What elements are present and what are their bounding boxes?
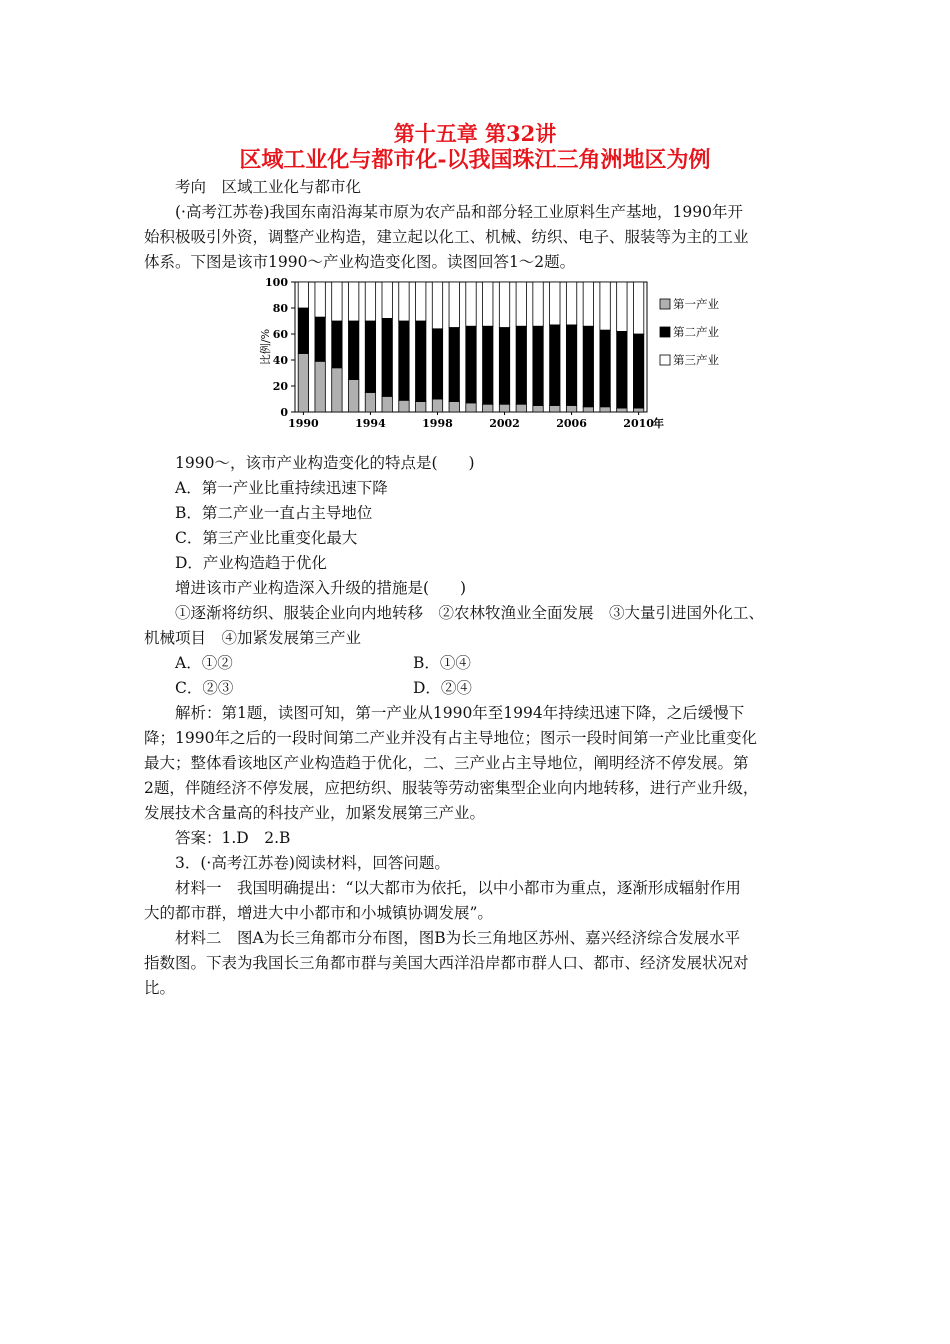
bar-segment-series-3: [633, 282, 643, 334]
y-tick-label: 60: [272, 328, 288, 341]
bar-segment-series-1: [566, 406, 576, 413]
legend-label-1: 第一产业: [673, 297, 719, 311]
bar-segment-series-1: [449, 402, 459, 412]
bar-segment-series-2: [516, 326, 526, 404]
y-tick-label: 0: [280, 406, 288, 419]
bar-segment-series-2: [315, 317, 325, 361]
bar-segment-series-2: [617, 331, 627, 408]
y-tick-label: 20: [272, 380, 288, 393]
bar-segment-series-2: [566, 325, 576, 406]
bar-segment-series-3: [416, 282, 426, 321]
legend-swatch-3: [660, 355, 670, 365]
x-axis-unit: 年: [653, 417, 664, 430]
bar-segment-series-3: [516, 282, 526, 326]
bar-segment-series-1: [499, 404, 509, 412]
explanation-line-1: 解析：第1题，读图可知，第一产业从1990年至1994年持续迅速下降，之后缓慢下: [175, 704, 745, 722]
bar-segment-series-2: [550, 325, 560, 406]
lesson-title: 区域工业化与都市化-以我国珠江三角洲地区为例: [239, 147, 711, 173]
bar-segment-series-2: [432, 329, 442, 399]
bar-segment-series-3: [617, 282, 627, 331]
chapter-title: 第十五章 第32讲: [393, 121, 557, 146]
bar-segment-series-2: [600, 330, 610, 407]
question-2: 增进该市产业构造深入升级的措施是( ): [175, 579, 467, 597]
question-3: 3．(·高考江苏卷)阅读材料，回答问题。: [175, 854, 450, 872]
bar-segment-series-2: [533, 326, 543, 405]
bar-segment-series-2: [332, 321, 342, 368]
question-1-option-c: C．第三产业比重变化最大: [175, 529, 358, 547]
question-1: 1990～，该市产业构造变化的特点是( ): [175, 454, 475, 472]
bar-segment-series-3: [432, 282, 442, 329]
legend-swatch-2: [660, 327, 670, 337]
bar-segment-series-3: [399, 282, 409, 321]
question-1-option-a: A．第一产业比重持续迅速下降: [175, 479, 388, 497]
bar-segment-series-3: [348, 282, 358, 321]
explanation-line-2: 降；1990年之后的一段时间第二产业并没有占主导地位；图示一段时间第一产业比重变化: [144, 729, 757, 747]
bar-segment-series-1: [633, 408, 643, 412]
bar-segment-series-3: [382, 282, 392, 318]
question-2-option-a: A．①②: [175, 654, 233, 672]
y-tick-label: 100: [265, 276, 288, 289]
bar-segment-series-2: [466, 326, 476, 403]
bar-segment-series-3: [449, 282, 459, 328]
bar-segment-series-3: [566, 282, 576, 325]
y-tick-label: 80: [272, 302, 288, 315]
bar-segment-series-2: [499, 328, 509, 405]
bar-segment-series-1: [483, 404, 493, 412]
bar-segment-series-1: [332, 368, 342, 412]
bar-segment-series-3: [600, 282, 610, 330]
y-axis-label: 比例/%: [259, 328, 272, 366]
bar-segment-series-2: [382, 318, 392, 396]
bar-segment-series-2: [365, 321, 375, 393]
bar-segment-series-1: [365, 393, 375, 413]
question-2-option-c: C．②③: [175, 679, 234, 697]
material-2-line-3: 比。: [144, 979, 176, 997]
answer-line: 答案：1.D 2.B: [175, 829, 291, 847]
material-1-line-1: 材料一 我国明确提出：“以大都市为依托，以中小都市为重点，逐渐形成辐射作用: [175, 879, 741, 897]
bar-segment-series-2: [483, 326, 493, 404]
bar-segment-series-2: [399, 321, 409, 400]
bar-segment-series-3: [533, 282, 543, 326]
question-1-option-d: D．产业构造趋于优化: [175, 554, 327, 572]
bar-segment-series-2: [633, 334, 643, 408]
x-tick-label: 1990: [288, 417, 319, 430]
bar-segment-series-1: [348, 380, 358, 413]
material-1-line-2: 大的都市群，增进大中小都市和小城镇协调发展”。: [144, 904, 493, 922]
bar-segment-series-3: [298, 282, 308, 308]
x-tick-label: 2006: [556, 417, 587, 430]
bar-segment-series-3: [315, 282, 325, 317]
bar-segment-series-1: [315, 361, 325, 412]
bar-segment-series-1: [432, 399, 442, 412]
bar-segment-series-2: [348, 321, 358, 380]
explanation-line-3: 最大；整体看该地区产业构造趋于优化，二、三产业占主导地位，阐明经济不停发展。第: [144, 754, 749, 772]
bar-segment-series-2: [416, 321, 426, 402]
question-2-option-d: D．②④: [413, 679, 472, 697]
intro-line-2: 始积极吸引外资，调整产业构造，建立起以化工、机械、纺织、电子、服装等为主的工业: [144, 228, 749, 246]
legend-label-3: 第三产业: [673, 353, 719, 367]
industry-structure-chart: [255, 270, 735, 435]
bar-segment-series-1: [382, 396, 392, 412]
x-tick-label: 1994: [355, 417, 386, 430]
bar-segment-series-1: [617, 408, 627, 412]
bar-segment-series-3: [332, 282, 342, 321]
explanation-line-5: 发展技术含量高的科技产业，加紧发展第三产业。: [144, 804, 486, 822]
material-2-line-1: 材料二 图A为长三角都市分布图，图B为长三角地区苏州、嘉兴经济综合发展水平: [175, 929, 741, 947]
bar-segment-series-3: [466, 282, 476, 326]
legend-swatch-1: [660, 299, 670, 309]
bar-segment-series-3: [550, 282, 560, 325]
bar-segment-series-2: [449, 328, 459, 402]
bar-segment-series-1: [516, 404, 526, 412]
question-2-statements-2: 机械项目 ④加紧发展第三产业: [144, 629, 362, 647]
y-tick-label: 40: [272, 354, 288, 367]
bar-segment-series-3: [499, 282, 509, 328]
bar-segment-series-2: [583, 326, 593, 407]
x-tick-label: 2010: [623, 417, 654, 430]
bar-segment-series-1: [533, 406, 543, 413]
bar-segment-series-3: [483, 282, 493, 326]
bar-segment-series-1: [416, 402, 426, 412]
question-1-option-b: B．第二产业一直占主导地位: [175, 504, 373, 522]
material-2-line-2: 指数图。下表为我国长三角都市群与美国大西洋沿岸都市群人口、都市、经济发展状况对: [144, 954, 749, 972]
explanation-line-4: 2题，伴随经济不停发展，应把纺织、服装等劳动密集型企业向内地转移，进行产业升级，: [144, 779, 759, 797]
bar-segment-series-1: [466, 403, 476, 412]
bar-segment-series-3: [365, 282, 375, 321]
intro-line-1: (·高考江苏卷)我国东南沿海某市原为农产品和部分轻工业原料生产基地，1990年开: [175, 203, 743, 221]
x-tick-label: 1998: [422, 417, 453, 430]
bar-segment-series-1: [399, 400, 409, 412]
intro-line-3: 体系。下图是该市1990～产业构造变化图。读图回答1～2题。: [144, 253, 576, 271]
x-tick-label: 2002: [489, 417, 520, 430]
legend-label-2: 第二产业: [673, 325, 719, 339]
bar-segment-series-1: [583, 407, 593, 412]
question-2-option-b: B．①④: [413, 654, 471, 672]
question-2-statements-1: ①逐渐将纺织、服装企业向内地转移 ②农林牧渔业全面发展 ③大量引进国外化工、: [175, 604, 765, 622]
section-heading: 考向 区域工业化与都市化: [175, 178, 362, 196]
bar-segment-series-3: [583, 282, 593, 326]
bar-segment-series-1: [600, 407, 610, 412]
bar-segment-series-1: [298, 354, 308, 413]
bar-segment-series-2: [298, 308, 308, 354]
bar-segment-series-1: [550, 406, 560, 413]
